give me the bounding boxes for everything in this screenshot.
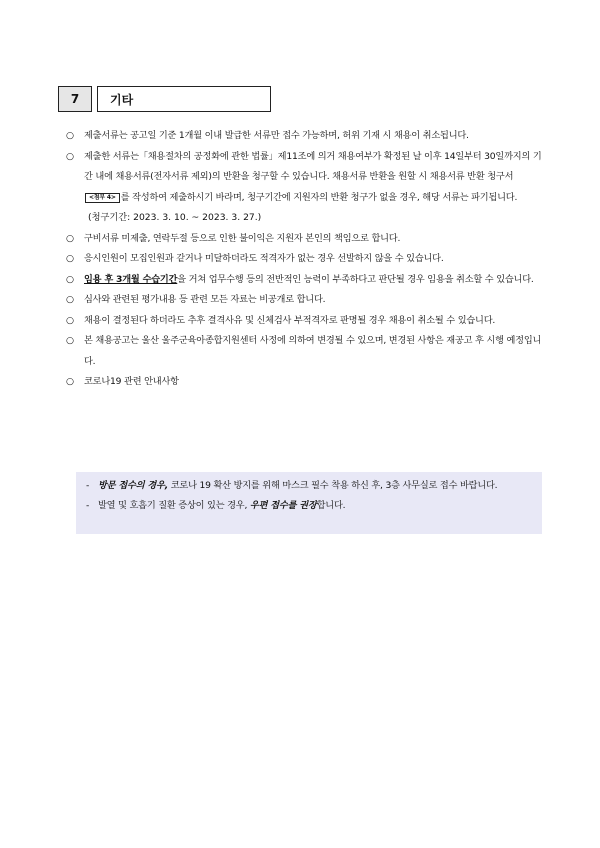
dash-bullet: - <box>86 480 90 491</box>
circle-bullet-icon: ○ <box>66 253 74 264</box>
item-text-after: 를 작성하여 제출하시기 바라며, 청구기간에 지원자의 반환 청구가 없을 경우, 해당 서류는 파기됩니다. <box>120 191 518 203</box>
item-text-rest: 을 거쳐 업무수행 등의 전반적인 능력이 부족하다고 판단될 경우 임용을 취소할 수 있습니다. <box>177 273 534 285</box>
item-text <box>84 270 548 291</box>
visit-emphasis: 방문 접수의 경우, <box>98 480 169 491</box>
notice-line2-text: 발열 및 호흡기 질환 증상이 있는 경우, <box>98 499 250 511</box>
dash-bullet: - <box>86 499 90 511</box>
item-text: 코로나19 관련 안내사항 <box>84 376 179 387</box>
notice-text <box>98 496 345 516</box>
circle-bullet-icon: ○ <box>66 273 74 285</box>
item-text: 심사와 관련된 평가내용 등 관련 모든 자료는 비공개로 합니다. <box>84 294 326 305</box>
item-text <box>84 147 548 209</box>
list-item <box>66 311 548 332</box>
mail-emphasis: 우편 접수를 권장 <box>249 499 317 511</box>
list-item <box>66 270 548 291</box>
item-text-before: 제출한 서류는「채용절차의 공정화에 관한 법률」제11조에 의거 채용여부가 확정된 날 이후 14일부터 30일까지의 기간 내에 채용서류(전자서류 제외)의 반환을 청구할 수 있습니다. 채용서류 반환을 원할 시 채용서류 반환 청구서 <box>84 150 542 182</box>
covid-notice-box <box>76 472 542 534</box>
circle-bullet-icon: ○ <box>66 130 74 141</box>
item-text: 응시인원이 모집인원과 같거나 미달하더라도 적격자가 없는 경우 선발하지 않을 수 있습니다. <box>84 253 444 264</box>
item-text: 채용이 결정된다 하더라도 추후 결격사유 및 신체검사 부적격자로 판명될 경우 채용이 취소될 수 있습니다. <box>84 314 496 326</box>
list-item <box>66 147 548 209</box>
attachment-tag: <첨부 4> <box>85 193 120 203</box>
section-header <box>58 86 271 112</box>
notice-text <box>98 476 497 496</box>
circle-bullet-icon: ○ <box>66 150 74 162</box>
notice-line2-end: 합니다. <box>316 499 346 511</box>
circle-bullet-icon: ○ <box>66 335 74 346</box>
notice-line <box>86 476 532 496</box>
item-text: 구비서류 미제출, 연락두절 등으로 인한 불이익은 지원자 본인의 책임으로 합니다. <box>84 232 401 244</box>
list-item <box>66 126 548 147</box>
section-title: 기타 <box>97 86 271 112</box>
notice-line <box>86 496 532 516</box>
circle-bullet-icon: ○ <box>66 232 74 244</box>
list-item <box>66 372 548 393</box>
circle-bullet-icon: ○ <box>66 314 74 326</box>
claim-period: (청구기간: 2023. 3. 10. ~ 2023. 3. 27.) <box>88 212 262 223</box>
circle-bullet-icon: ○ <box>66 376 74 387</box>
list-item <box>66 249 548 270</box>
list-item <box>66 331 548 372</box>
item-text: 제출서류는 공고일 기준 1개월 이내 발급한 서류만 접수 가능하며, 허위 기재 시 채용이 취소됩니다. <box>84 130 469 141</box>
circle-bullet-icon: ○ <box>66 294 74 305</box>
list-item <box>66 290 548 311</box>
probation-emphasis: 임용 후 3개월 수습기간 <box>84 273 178 285</box>
section-number: 7 <box>58 86 92 112</box>
notice-line1-text: 코로나 19 확산 방지를 위해 마스크 필수 착용 하신 후, 3층 사무실로 접수 바랍니다. <box>168 480 498 491</box>
list-item <box>66 229 548 250</box>
item-list <box>66 126 548 393</box>
item-text: 본 채용공고는 울산 울주군육아종합지원센터 사정에 의하여 변경될 수 있으며, 변경된 사항은 재공고 후 시행 예정입니다. <box>84 335 542 367</box>
